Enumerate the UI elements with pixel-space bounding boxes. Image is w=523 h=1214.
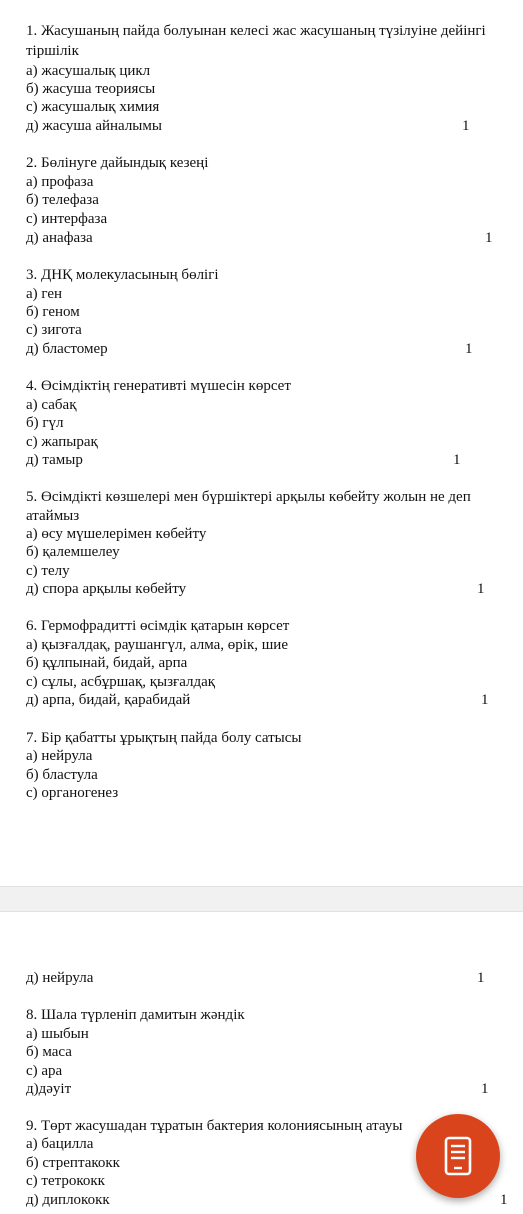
q9-score: 1 [500,1192,508,1208]
q4-option-b: б) гүл [26,415,64,431]
q9-option-c: с) тетрококк [26,1173,105,1189]
question-9-text: 9. Төрт жасушадан тұратын бактерия колониясының атауы [26,1118,403,1134]
q2-option-d: д) анафаза [26,230,93,246]
q3-option-d: д) бластомер [26,341,108,357]
q8-score: 1 [481,1081,489,1097]
q5-option-a: а) өсу мүшелерімен көбейту [26,526,207,542]
question-6-text: 6. Гермофрадитті өсімдік қатарын көрсет [26,618,290,634]
q8-option-a: а) шыбын [26,1026,89,1042]
q9-option-d: д) диплококк [26,1192,110,1208]
q6-option-d: д) арпа, бидай, қарабидай [26,692,191,708]
q8-option-b: б) маса [26,1044,72,1060]
q2-option-c: с) интерфаза [26,211,108,227]
q3-score: 1 [465,341,473,357]
q8-option-c: с) ара [26,1063,63,1079]
question-2-text: 2. Бөлінуге дайындық кезеңі [26,155,209,171]
q4-score: 1 [453,452,461,468]
q5-option-b: б) қалемшелеу [26,544,120,560]
q5-option-d: д) спора арқылы көбейту [26,581,187,597]
page-break [0,886,523,912]
floating-action-button[interactable] [416,1114,500,1198]
q1-option-b: б) жасуша теориясы [26,81,156,97]
q7-option-a: а) нейрула [26,748,93,764]
q6-option-c: с) сұлы, асбұршақ, қызғалдақ [26,674,216,690]
question-4-text: 4. Өсімдіктің генеративті мүшесін көрсет [26,378,291,394]
q7-score: 1 [477,970,485,986]
q4-option-c: с) жапырақ [26,434,98,450]
q3-option-b: б) геном [26,304,80,320]
q2-option-b: б) телефаза [26,192,99,208]
q6-option-b: б) құлпынай, бидай, арпа [26,655,188,671]
question-1-text: 1. Жасушаның пайда болуынан келесі жас жасушаның түзілуіне дейінгі [26,23,486,39]
q9-option-a: а) бацилла [26,1136,94,1152]
q1-option-a: а) жасушалық цикл [26,63,151,79]
q1-option-d: д) жасуша айналымы [26,118,162,134]
q9-option-b: б) стрептакокк [26,1155,120,1171]
q1-score: 1 [462,118,470,134]
q3-option-a: а) ген [26,286,63,302]
mobile-document-icon [443,1136,473,1176]
q6-option-a: а) қызғалдақ, раушангүл, алма, өрік, шие [26,637,288,653]
q5-score: 1 [477,581,485,597]
q5-option-c: с) телу [26,563,70,579]
q7-option-d: д) нейрула [26,970,94,986]
question-7-text: 7. Бір қабатты ұрықтың пайда болу сатысы [26,730,302,746]
question-5-text-cont: атаймыз [26,508,80,524]
question-1-text-cont: тіршілік [26,43,79,59]
question-8-text: 8. Шала түрленіп дамитын жәндік [26,1007,245,1023]
question-3-text: 3. ДНҚ молекуласының бөлігі [26,267,219,283]
q6-score: 1 [481,692,489,708]
q8-option-d: д)дәуіт [26,1081,72,1097]
q4-option-a: а) сабақ [26,397,77,413]
q2-score: 1 [485,230,493,246]
q3-option-c: с) зигота [26,322,82,338]
question-5-text: 5. Өсімдікті көзшелері мен бүршіктері арқылы көбейту жолын не деп [26,489,471,505]
q2-option-a: а) профаза [26,174,94,190]
q1-option-c: с) жасушалық химия [26,99,160,115]
q4-option-d: д) тамыр [26,452,83,468]
q7-option-c: с) органогенез [26,785,119,801]
q7-option-b: б) бластула [26,767,98,783]
